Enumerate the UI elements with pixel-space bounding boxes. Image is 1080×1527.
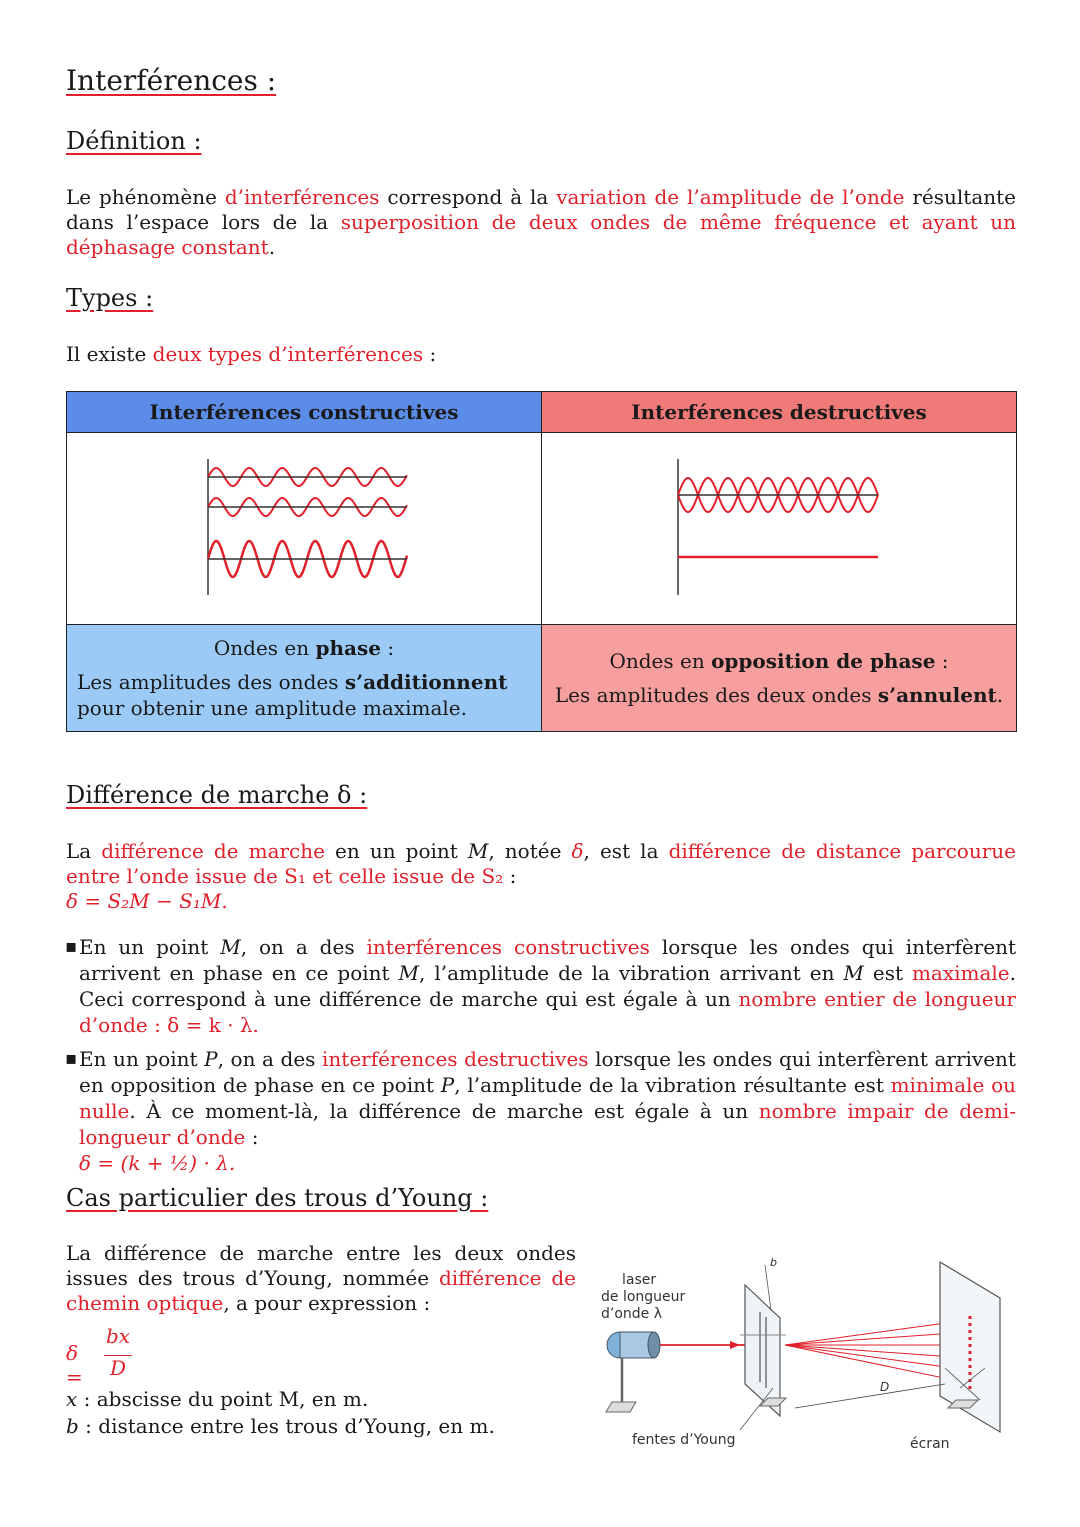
young-variables: x : abscisse du point M, en m. b : distance entre les trous d’Young, en m.: [66, 1387, 495, 1438]
destructive-diagram-cell: [542, 433, 1017, 625]
young-heading: Cas particulier des trous d’Young :: [66, 1184, 489, 1212]
list-item: ▪ En un point P, on a des interférences destructives lorsque les ondes qui interfèrent arrivent en opposition de phase en ce point P, l’amplitude de la vibration résultante est minimale ou nulle. À ce moment-là, la différence de marche est égale à un nombre impair de demi-longueur d’onde : δ = (k + ½) · λ.: [66, 1046, 1016, 1176]
distance-label: D: [880, 1380, 890, 1394]
list-item: ▪ En un point M, on a des interférences constructives lorsque les ondes qui interfèrent arrivent en phase en ce point M, l’amplitude de la vibration arrivant en M est maximale. Ceci correspond à une différence de marche qui est égale à un nombre entier de longueur d’onde : δ = k · λ.: [66, 934, 1016, 1038]
laser-wavelength-label: de longueur d’onde λ: [601, 1289, 686, 1322]
interference-types-table: [66, 391, 1017, 732]
page-title: Interférences :: [66, 64, 277, 97]
definition-paragraph: Le phénomène d’interférences correspond à la variation de l’amplitude de l’onde résultante dans l’espace lors de la superposition de deux ondes de même fréquence et ayant un déphasage constant.: [66, 185, 1016, 259]
laser-label: laser: [622, 1272, 657, 1288]
path-difference-definition: La différence de marche en un point M, notée δ, est la différence de distance parcourue entre l’onde issue de S₁ et celle issue de S₂ : δ = S₂M − S₁M.: [66, 839, 1016, 913]
destructive-header: Interférences destructives: [542, 392, 1017, 433]
constructive-description: Ondes en phase : Les amplitudes des ondes s’additionnent pour obtenir une amplitude maximale.: [67, 625, 542, 732]
destructive-description: Ondes en opposition de phase : Les amplitudes des deux ondes s’annulent.: [542, 625, 1017, 732]
constructive-waves-diagram: [67, 433, 541, 619]
slits-label: fentes d’Young: [632, 1432, 736, 1448]
types-intro: Il existe deux types d’interférences :: [66, 342, 437, 366]
screen-label: écran: [910, 1436, 950, 1452]
constructive-header: Interférences constructives: [67, 392, 542, 433]
definition-heading: Définition :: [66, 127, 202, 155]
interference-conditions-list: [66, 934, 1016, 1184]
slit-spacing-label: b: [770, 1256, 777, 1269]
destructive-waves-diagram: [542, 433, 1016, 619]
young-paragraph: La différence de marche entre les deux ondes issues des trous d’Young, nommée différence de chemin optique, a pour expression :: [66, 1241, 576, 1315]
path-difference-heading: Différence de marche δ :: [66, 781, 368, 809]
types-heading: Types :: [66, 284, 154, 312]
constructive-diagram-cell: [67, 433, 542, 625]
